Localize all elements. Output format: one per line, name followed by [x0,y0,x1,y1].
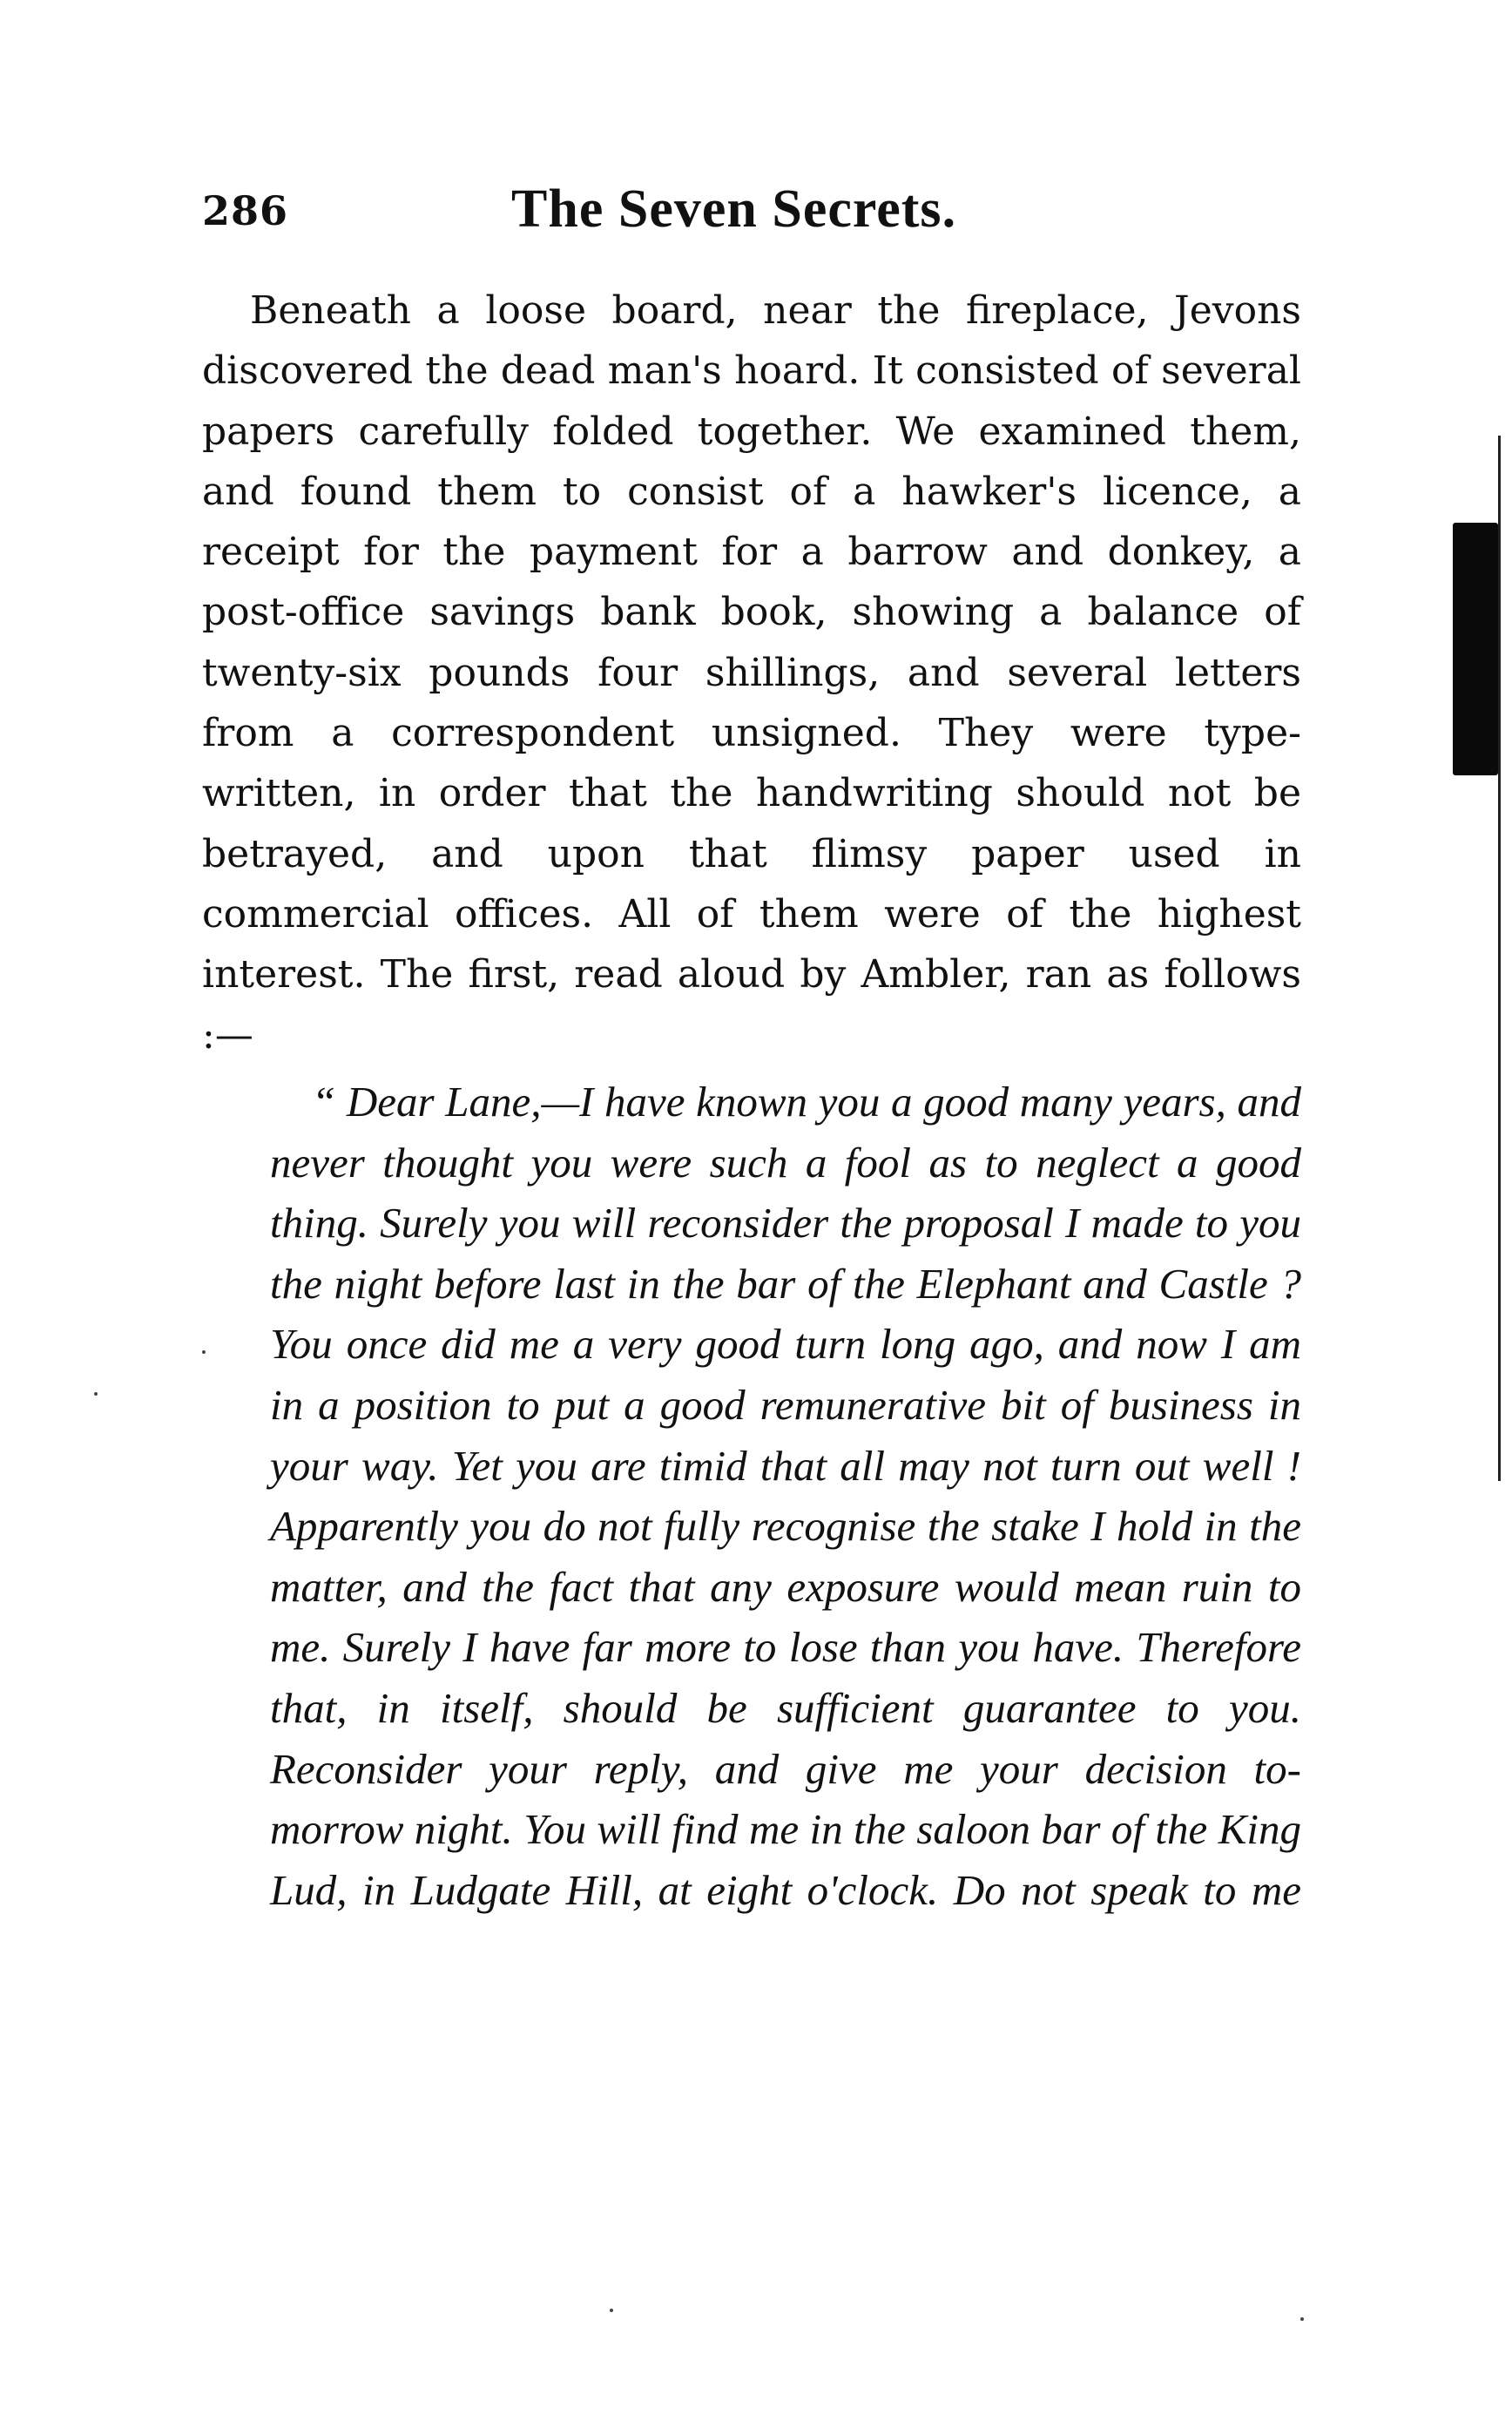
narrative-paragraph: Beneath a loose board, near the fireplace, Jevons discovered the dead man's hoard. It consisted of several papers carefully folded together. We examined them, and found them to consist of a hawker's licence, a receipt for the payment for a barrow and donkey, a post-office savings bank book, showing a balance of twenty-six pounds four shillings, and several letters from a correspondent unsigned. They were type-written, in order that the handwriting should not be betrayed, and upon that flimsy paper used in commercial offices. All of them were of the highest interest. The first, read aloud by Ambler, ran as follows :— [202,288,1301,1058]
ink-speck [610,2309,613,2312]
ink-speck [1300,2317,1304,2321]
quoted-letter [270,1072,1301,1920]
running-title: The Seven Secrets. [511,179,957,239]
page-number: 286 [202,187,289,234]
body-text [202,281,1301,1065]
ink-speck [202,1350,206,1354]
margin-ink-mark [1453,523,1498,775]
running-head [202,179,1301,248]
margin-edge-line [1498,436,1501,1481]
ink-speck [94,1392,98,1396]
letter-text: “ Dear Lane,—I have known you a good many years, and never thought you were such a fool as to neglect a good thing. Surely you will reconsider the proposal I made to you the night before last in the bar of the Elephant and Castle ? You once did me a very good turn long ago, and now I am in a position to put a good remunerative bit of business in your way. Yet you are timid that all may not turn out well ! Apparently you do not fully recognise the stake I hold in the matter, and the fact that any exposure would mean ruin to me. Surely I have far more to lose than you have. Therefore that, in itself, should be sufficient guarantee to you. Reconsider your reply, and give me your decision to-morrow night. You will find me in the saloon bar of the King Lud, in Ludgate Hill, at eight o'clock. Do not speak to me [270,1078,1301,1914]
